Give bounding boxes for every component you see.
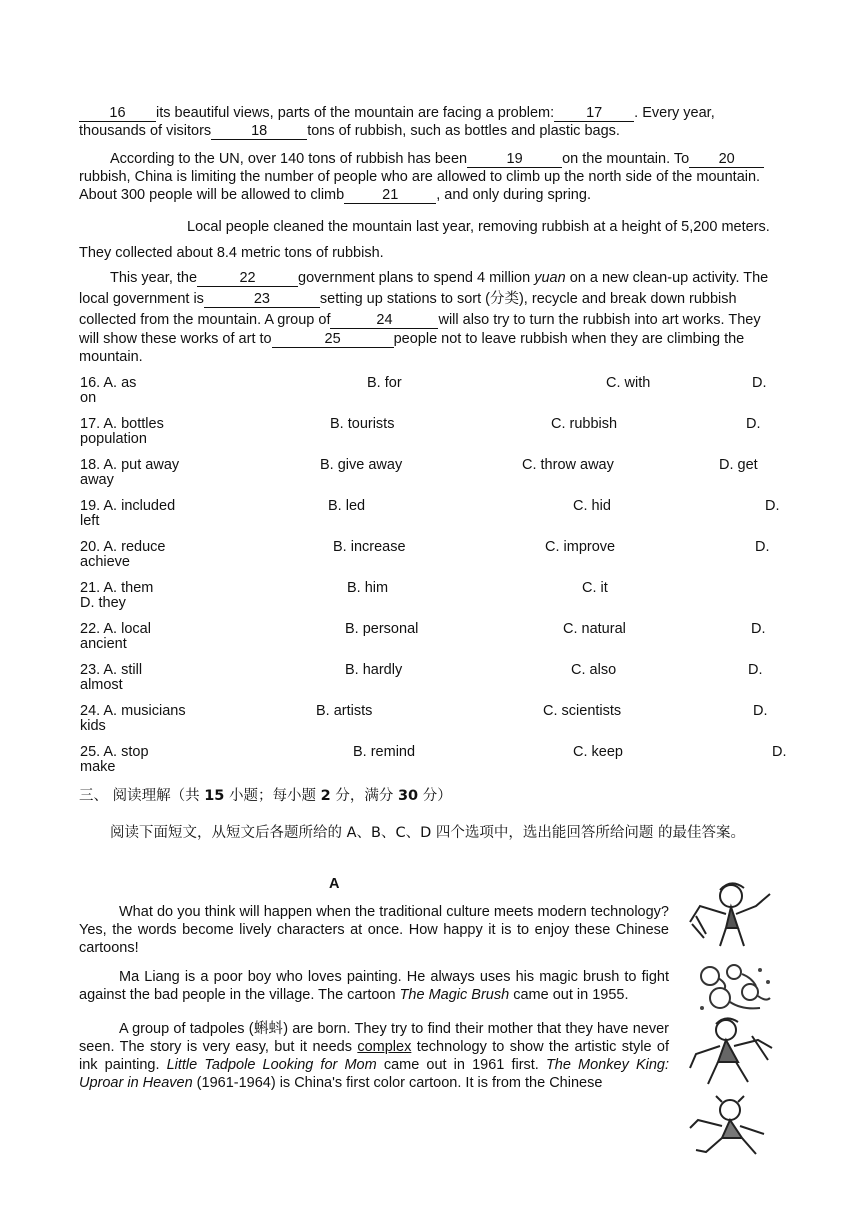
option-d: D. (772, 744, 787, 760)
option-b: B. artists (316, 703, 373, 719)
num: 2 (320, 788, 331, 804)
text: mountain. (79, 349, 143, 365)
option-b: B. for (367, 375, 402, 391)
text: technology to show the artistic style of ink painting. (79, 1039, 669, 1073)
option-b: B. give away (320, 457, 403, 473)
monkey-king-flying-illustration (686, 1094, 778, 1164)
num: 15 (204, 788, 225, 804)
option-a: 25. A. stop (80, 744, 149, 760)
text: (1961-1964) is China's first color cartoon. It is from the Chinese (192, 1075, 603, 1091)
option-c: C. improve (545, 539, 616, 555)
option-b: B. him (347, 580, 389, 596)
blank-16: 16 (79, 106, 156, 122)
option-d: D. (746, 416, 761, 432)
cloze-paragraph-4-cont (79, 330, 785, 366)
option-a: 21. A. them (80, 580, 154, 596)
text: 三、 阅读理解（共 (79, 788, 205, 804)
option-a: 17. A. bottles (80, 416, 164, 432)
text: This year, the (110, 270, 198, 286)
text: 阅读下面短文，从短文后各题所给的 A、B、C、D 四个选项中，选出能回答所给问题 的最佳答案。 (110, 825, 745, 841)
option-a: 18. A. put away (80, 457, 180, 473)
text: They collected about 8.4 metric tons of rubbish. (79, 245, 384, 261)
text: What do you think will happen when the traditional culture meets modern technology? Yes, the words become lively characters at once. How happy it is to enjoy these Chinese cartoons! (79, 904, 669, 956)
text: thousands of visitors (79, 123, 212, 139)
text: According to the UN, over 140 tons of rubbish has been (110, 151, 468, 167)
text: on the mountain. To (562, 151, 690, 167)
passage-title: A (329, 876, 340, 892)
option-d: D. (755, 539, 770, 555)
option-a: 22. A. local (80, 621, 151, 637)
option-a: 16. A. as (80, 375, 137, 391)
cloze-paragraph-3 (79, 214, 785, 266)
option-d-wrap: kids (80, 718, 106, 734)
cloze-paragraph-2 (79, 150, 785, 204)
text: 分） (418, 788, 452, 804)
cartoon-tadpoles-illustration (690, 958, 774, 1018)
underlined-word: complex (357, 1039, 412, 1055)
text: About 300 people will be allowed to climb (79, 187, 345, 203)
option-c: C. rubbish (551, 416, 618, 432)
option-a: 23. A. still (80, 662, 143, 678)
option-c: C. with (606, 375, 651, 391)
text: government plans to spend 4 million (298, 270, 531, 286)
cartoon-title: Little Tadpole Looking for Mom (166, 1057, 377, 1073)
option-b: B. remind (353, 744, 416, 760)
section-instruction (79, 822, 785, 845)
blank-25: 25 (272, 332, 394, 348)
text: 分，满分 (330, 788, 398, 804)
option-d-wrap: D. they (80, 595, 126, 611)
text: Ma Liang is a poor boy who loves painting. He always uses his magic brush to fight against the bad people in the village. The cartoon (79, 969, 669, 1003)
blank-21: 21 (344, 188, 436, 204)
text: will also try to turn the rubbish into art works. They (438, 312, 761, 328)
option-d: D. get (719, 457, 758, 473)
option-d-wrap: almost (80, 677, 123, 693)
blank-22: 22 (197, 271, 298, 287)
text: rubbish, China is limiting the number of people who are allowed to climb up the north side of the mountain. (79, 169, 761, 185)
passage-paragraph-1 (79, 903, 669, 957)
option-d: D. (752, 375, 767, 391)
cartoon-title: The Monkey King: Uproar in Heaven (79, 1057, 669, 1091)
text: tons of rubbish, such as bottles and plastic bags. (307, 123, 620, 139)
option-c: C. keep (573, 744, 623, 760)
option-d-wrap: make (80, 759, 116, 775)
passage-paragraph-2 (79, 968, 669, 1004)
option-d-wrap: population (80, 431, 147, 447)
option-c: C. natural (563, 621, 626, 637)
option-d-wrap: left (80, 513, 100, 529)
option-d: D. (751, 621, 766, 637)
option-d-wrap: away (80, 472, 114, 488)
option-a: 24. A. musicians (80, 703, 186, 719)
text: will show these works of art to (79, 331, 272, 347)
blank-18: 18 (211, 124, 307, 140)
option-d: D. (765, 498, 780, 514)
text: on a new clean-up activity. The (569, 270, 769, 286)
cloze-paragraph-4 (79, 268, 785, 331)
option-d-wrap: on (80, 390, 97, 406)
blank-23: 23 (204, 292, 320, 308)
num: 30 (397, 788, 419, 804)
text: setting up stations to sort (分类), recycle and break down rubbish (319, 291, 737, 307)
option-d-wrap: ancient (80, 636, 127, 652)
option-d: D. (748, 662, 763, 678)
blank-17: 17 (554, 106, 634, 122)
option-d: D. (753, 703, 768, 719)
cloze-paragraph-1 (79, 104, 785, 140)
option-c: C. it (582, 580, 608, 596)
text: people not to leave rubbish when they are climbing the (393, 331, 745, 347)
text: its beautiful views, parts of the mountain are facing a problem: (156, 105, 555, 121)
text: , and only during spring. (436, 187, 591, 203)
cartoon-character-illustration-1 (686, 876, 776, 952)
monkey-king-illustration (686, 1014, 778, 1090)
text: came out in 1961 first. (376, 1057, 546, 1073)
text: Local people cleaned the mountain last year, removing rubbish at a height of 5,200 meters. (187, 219, 770, 235)
option-c: C. throw away (522, 457, 614, 473)
blank-20: 20 (689, 152, 764, 168)
text: came out in 1955. (509, 987, 629, 1003)
passage-paragraph-3 (79, 1020, 669, 1092)
blank-24: 24 (330, 313, 438, 329)
section-heading (79, 787, 785, 805)
option-c: C. scientists (543, 703, 622, 719)
text: . Every year, (634, 105, 715, 121)
option-c: C. also (571, 662, 617, 678)
text: 小题；每小题 (224, 788, 321, 804)
option-b: B. tourists (330, 416, 395, 432)
blank-19: 19 (467, 152, 562, 168)
cartoon-title: The Magic Brush (399, 987, 510, 1003)
text: local government is (79, 291, 204, 307)
option-a: 20. A. reduce (80, 539, 166, 555)
option-c: C. hid (573, 498, 611, 514)
yuan-italic: yuan (534, 270, 566, 286)
text: collected from the mountain. A group of (79, 312, 331, 328)
option-d-wrap: achieve (80, 554, 130, 570)
option-b: B. led (328, 498, 366, 514)
text: A group of tadpoles (蝌蚪) are born. They try to find their mother that they have never seen. The story is very easy, but it needs (79, 1021, 669, 1055)
option-b: B. increase (333, 539, 406, 555)
option-a: 19. A. included (80, 498, 176, 514)
option-b: B. hardly (345, 662, 403, 678)
option-b: B. personal (345, 621, 419, 637)
